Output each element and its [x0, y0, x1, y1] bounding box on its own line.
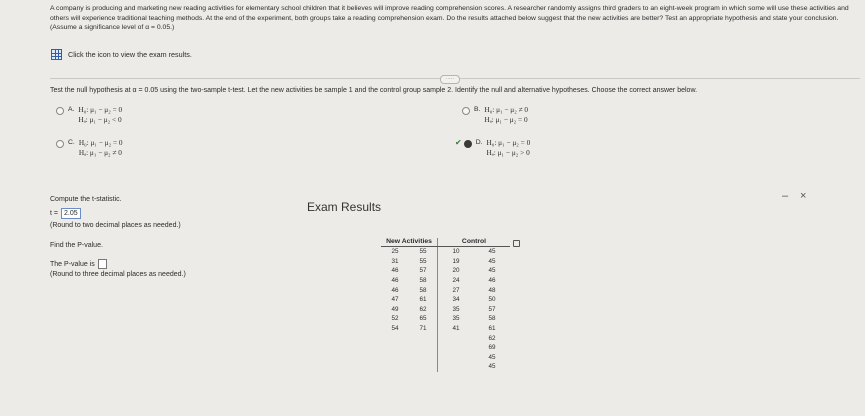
new-activities-value [409, 343, 438, 353]
tstat-answer[interactable]: 2.05 [61, 208, 81, 219]
new-activities-value [409, 353, 438, 363]
control-value: 45 [488, 248, 496, 256]
new-activities-value [409, 362, 438, 372]
tstat-note: (Round to two decimal places as needed.) [50, 222, 181, 229]
table-row [381, 353, 510, 363]
radio-c[interactable] [56, 140, 64, 148]
new-activities-value: 25 [391, 248, 399, 256]
new-activities-value: 54 [391, 325, 399, 333]
new-activities-value: 46 [391, 267, 399, 275]
option-c-ha: Hₐ: μ₁ − μ₂ ≠ 0 [78, 148, 122, 157]
question-text: Test the null hypothesis at α = 0.05 using the two-sample t-test. Let the new activities be sample 1 and the control group sample 2. Identify the null and alternative hypotheses. Choose the correct answer below. [50, 87, 698, 94]
control-value: 27 [438, 285, 475, 295]
control-value: 45 [488, 353, 496, 361]
control-value: 10 [438, 247, 475, 257]
new-activities-value [381, 333, 409, 343]
minimize-icon[interactable]: – [782, 190, 789, 202]
option-d-letter: D. [475, 139, 483, 146]
option-b[interactable] [462, 105, 528, 125]
radio-b[interactable] [462, 107, 470, 115]
new-activities-value [381, 343, 409, 353]
check-icon: ✔ [455, 138, 462, 147]
control-value [438, 353, 475, 363]
option-b-ha: Hₐ: μ₁ − μ₂ = 0 [484, 115, 528, 124]
table-row [381, 257, 510, 267]
new-activities-header: New Activities [381, 238, 438, 247]
new-activities-value: 46 [391, 286, 399, 294]
table-row [381, 247, 510, 257]
option-a-ha: Hₐ: μ₁ − μ₂ < 0 [78, 115, 122, 124]
new-activities-value: 55 [419, 257, 427, 265]
tstat-prompt: Compute the t-statistic. [50, 196, 122, 203]
control-value: 69 [488, 344, 496, 352]
new-activities-value [381, 362, 409, 372]
new-activities-value: 61 [419, 296, 427, 304]
control-value: 24 [438, 276, 475, 286]
control-value [438, 343, 475, 353]
option-d-h0: H₀: μ₁ − μ₂ = 0 [486, 138, 531, 147]
option-a-letter: A. [68, 106, 75, 113]
control-value: 48 [488, 286, 496, 294]
table-row [381, 266, 510, 276]
table-row [381, 305, 510, 315]
control-value: 61 [488, 325, 496, 333]
option-a[interactable] [56, 105, 122, 125]
problem-statement: A company is producing and marketing new reading activities for elementary school children that it believes will improve reading comprehension scores. A researcher randomly assigns third graders to an eight-week program in which some will use these activities and others will experience traditional teaching methods. At the end of the experiment, both groups take a reading comprehension exam. Do the results attached below suggest that the new activities are better? Test an appropriate hypothesis and state your conclusion. (Assume a significance level of α = 0.05.) [50, 5, 849, 31]
new-activities-value: 47 [391, 296, 399, 304]
view-exam-results-row[interactable] [51, 49, 192, 60]
control-value: 19 [438, 257, 475, 267]
tstat-row [50, 208, 81, 219]
table-row [381, 285, 510, 295]
control-value [438, 362, 475, 372]
table-icon[interactable] [51, 49, 62, 60]
option-b-h0: H₀: μ₁ − μ₂ ≠ 0 [484, 105, 529, 114]
table-row [381, 276, 510, 286]
pvalue-note: (Round to three decimal places as needed.) [50, 271, 186, 278]
control-value: 35 [438, 314, 475, 324]
view-exam-results-label: Click the icon to view the exam results. [68, 50, 192, 59]
exam-results-table [381, 238, 510, 372]
table-row [381, 343, 510, 353]
copy-icon[interactable] [513, 240, 520, 247]
table-row [381, 295, 510, 305]
new-activities-value: 55 [419, 248, 427, 256]
new-activities-value [409, 333, 438, 343]
control-value: 20 [438, 266, 475, 276]
option-d-ha: Hₐ: μ₁ − μ₂ > 0 [486, 148, 530, 157]
option-b-letter: B. [474, 106, 481, 113]
new-activities-value: 49 [391, 305, 399, 313]
pvalue-row [50, 259, 107, 269]
new-activities-value: 57 [419, 267, 427, 275]
control-value: 46 [488, 277, 496, 285]
radio-a[interactable] [56, 107, 64, 115]
control-value [438, 333, 475, 343]
pvalue-prompt: Find the P-value. [50, 242, 103, 249]
table-row [381, 324, 510, 334]
option-c-h0: H₀: μ₁ − μ₂ = 0 [78, 138, 123, 147]
pvalue-label: The P-value is [50, 260, 95, 268]
new-activities-value [381, 353, 409, 363]
table-row [381, 362, 510, 372]
control-value: 58 [488, 315, 496, 323]
exam-table [381, 238, 510, 372]
control-value: 45 [488, 267, 496, 275]
control-header: Control [438, 238, 511, 247]
table-row [381, 333, 510, 343]
tstat-prefix: t = [50, 210, 58, 217]
pvalue-input[interactable] [98, 259, 107, 269]
new-activities-value: 58 [419, 286, 427, 294]
new-activities-value: 58 [419, 277, 427, 285]
option-a-h0: H₀: μ₁ − μ₂ = 0 [78, 105, 123, 114]
new-activities-value: 52 [391, 315, 399, 323]
close-icon[interactable]: × [800, 190, 807, 202]
table-row [381, 314, 510, 324]
more-button[interactable]: ····· [440, 75, 460, 84]
control-value: 41 [438, 324, 475, 334]
option-c[interactable] [56, 138, 123, 158]
control-value: 45 [488, 363, 496, 371]
new-activities-value: 46 [391, 277, 399, 285]
radio-d[interactable] [464, 140, 472, 148]
control-value: 50 [488, 296, 496, 304]
control-value: 62 [488, 334, 496, 342]
option-d[interactable] [455, 138, 530, 158]
exam-results-title: Exam Results [307, 200, 382, 214]
option-c-letter: C. [68, 139, 75, 146]
control-value: 45 [488, 257, 496, 265]
new-activities-value: 71 [419, 325, 427, 333]
control-value: 57 [488, 305, 496, 313]
control-value: 34 [438, 295, 475, 305]
new-activities-value: 31 [391, 257, 399, 265]
new-activities-value: 65 [419, 315, 427, 323]
new-activities-value: 62 [419, 305, 427, 313]
control-value: 35 [438, 305, 475, 315]
